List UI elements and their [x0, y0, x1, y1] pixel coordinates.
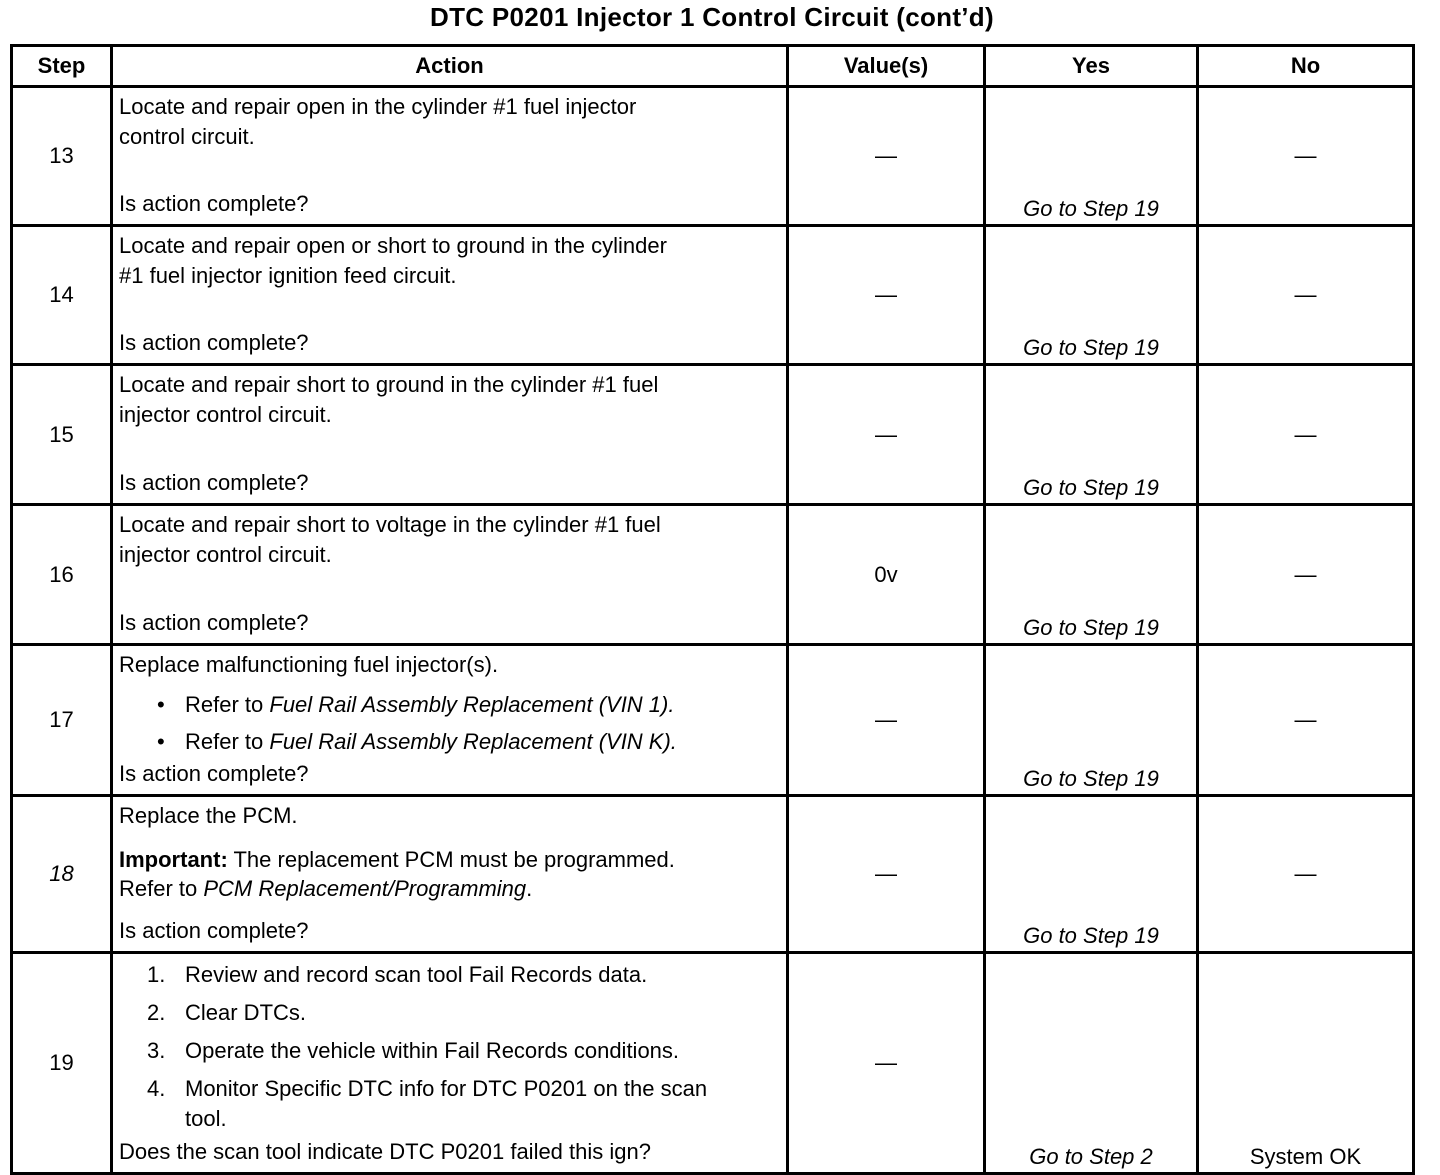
yes-cell: Go to Step 19: [985, 796, 1198, 953]
table-row: [12, 796, 1414, 953]
value-cell: —: [788, 796, 985, 953]
table-row: [12, 226, 1414, 365]
no-cell: —: [1198, 796, 1414, 953]
action-question: Is action complete?: [119, 610, 309, 635]
action-question: Does the scan tool indicate DTC P0201 failed this ign?: [119, 1139, 651, 1164]
value-cell: 0v: [788, 505, 985, 645]
action-text: injector control circuit.: [119, 402, 332, 427]
procedure-list: [119, 960, 780, 1134]
step-number: 14: [12, 226, 112, 365]
table-row: [12, 645, 1414, 796]
table-row: [12, 953, 1414, 1174]
bullet-icon: •: [157, 692, 165, 717]
step-number: 17: [12, 645, 112, 796]
action-text: Replace malfunctioning fuel injector(s).: [119, 652, 499, 677]
reference-list: [119, 686, 780, 760]
list-item: 2. Clear DTCs.: [147, 1000, 307, 1025]
no-cell: —: [1198, 645, 1414, 796]
important-note: Important: The replacement PCM must be programmed. Refer to PCM Replacement/Programming.: [119, 847, 675, 901]
yes-cell: Go to Step 19: [985, 645, 1198, 796]
action-text: Replace the PCM.: [119, 803, 298, 828]
action-cell: [112, 226, 788, 365]
action-text: Locate and repair open or short to ground in the cylinder: [119, 233, 667, 258]
yes-cell: Go to Step 19: [985, 365, 1198, 505]
action-cell: [112, 953, 788, 1174]
action-cell: [112, 796, 788, 953]
action-cell: [112, 645, 788, 796]
important-label: Important:: [119, 847, 228, 872]
action-question: Is action complete?: [119, 470, 309, 495]
yes-cell: Go to Step 19: [985, 505, 1198, 645]
value-cell: —: [788, 953, 985, 1174]
reference-link[interactable]: PCM Replacement/Programming: [203, 876, 527, 901]
header-step: Step: [12, 46, 112, 87]
action-question: Is action complete?: [119, 918, 309, 943]
table-row: [12, 87, 1414, 226]
list-item: • Refer to Fuel Rail Assembly Replacement (VIN 1).: [119, 686, 780, 723]
value-cell: —: [788, 645, 985, 796]
list-item: 1. Review and record scan tool Fail Records data.: [147, 962, 648, 987]
action-question: Is action complete?: [119, 330, 309, 355]
header-no: No: [1198, 46, 1414, 87]
no-cell: System OK: [1198, 953, 1414, 1174]
action-text: injector control circuit.: [119, 542, 332, 567]
yes-cell: Go to Step 19: [985, 226, 1198, 365]
table-row: [12, 505, 1414, 645]
action-question: Is action complete?: [119, 761, 309, 786]
step-number: 19: [12, 953, 112, 1174]
table-row: [12, 365, 1414, 505]
page-title: DTC P0201 Injector 1 Control Circuit (cont’d): [430, 2, 994, 32]
action-text: control circuit.: [119, 124, 255, 149]
list-item: 4. Monitor Specific DTC info for DTC P0201 on the scan tool.: [147, 1076, 708, 1131]
yes-cell: Go to Step 2: [985, 953, 1198, 1174]
action-cell: [112, 505, 788, 645]
step-number: 16: [12, 505, 112, 645]
list-item: • Refer to Fuel Rail Assembly Replacement (VIN K).: [119, 723, 780, 760]
step-number: 18: [12, 796, 112, 953]
action-text: Locate and repair open in the cylinder #1 fuel injector: [119, 94, 637, 119]
action-cell: [112, 87, 788, 226]
yes-cell: Go to Step 19: [985, 87, 1198, 226]
action-text: Locate and repair short to ground in the cylinder #1 fuel: [119, 372, 659, 397]
value-cell: —: [788, 226, 985, 365]
reference-link[interactable]: Fuel Rail Assembly Replacement (VIN K).: [269, 729, 677, 754]
action-question: Is action complete?: [119, 191, 309, 216]
no-cell: —: [1198, 365, 1414, 505]
step-number: 13: [12, 87, 112, 226]
list-item: 3. Operate the vehicle within Fail Records conditions.: [147, 1038, 680, 1063]
diagnostic-table: [10, 44, 1415, 1175]
no-cell: —: [1198, 226, 1414, 365]
header-yes: Yes: [985, 46, 1198, 87]
value-cell: —: [788, 87, 985, 226]
action-cell: [112, 365, 788, 505]
reference-link[interactable]: Fuel Rail Assembly Replacement (VIN 1).: [269, 692, 675, 717]
step-number: 15: [12, 365, 112, 505]
action-text: #1 fuel injector ignition feed circuit.: [119, 263, 457, 288]
bullet-icon: •: [157, 729, 165, 754]
table-header-row: [12, 46, 1414, 87]
header-action: Action: [112, 46, 788, 87]
no-cell: —: [1198, 505, 1414, 645]
action-text: Locate and repair short to voltage in the cylinder #1 fuel: [119, 512, 661, 537]
header-values: Value(s): [788, 46, 985, 87]
value-cell: —: [788, 365, 985, 505]
no-cell: —: [1198, 87, 1414, 226]
